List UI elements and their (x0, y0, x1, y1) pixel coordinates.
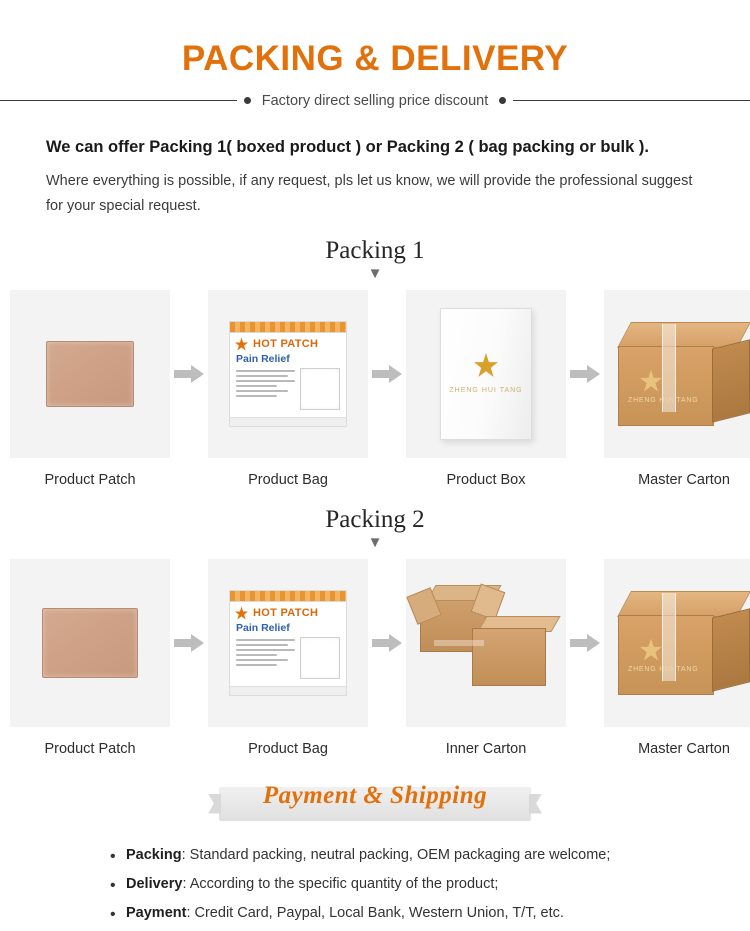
product-bag-thumb (208, 559, 368, 727)
master-carton-thumb (604, 559, 750, 727)
packing2-label: Packing 2 (325, 505, 425, 533)
packing1-step-3-caption: Product Box (446, 471, 526, 488)
packing2-step-2 (208, 559, 368, 757)
packing2-caret-icon: ▼ (367, 533, 383, 551)
carton-artwork (618, 591, 750, 695)
bag-brand-pain: Pain Relief (236, 352, 290, 365)
bag-artwork (229, 590, 347, 696)
packing1-step-1-caption: Product Patch (44, 471, 136, 488)
product-bag-thumb (208, 290, 368, 458)
packing2-step-3 (406, 559, 566, 757)
bag-brand-hot: HOT PATCH (253, 607, 319, 620)
box-brand-text: ZHENG HUI TANG (449, 387, 523, 395)
product-patch-thumb (10, 290, 170, 458)
packing1-step-1 (10, 290, 170, 488)
product-box-thumb (406, 290, 566, 458)
intro-block (0, 109, 750, 219)
inner-box-tape (434, 640, 484, 646)
packing1-flow (0, 290, 750, 488)
header-subtitle: Factory direct selling price discount (261, 92, 489, 109)
flow-arrow-icon (170, 559, 208, 727)
bag-top-stripe (230, 322, 346, 333)
packing1-step-2-caption: Product Bag (248, 471, 328, 488)
flow-arrow-icon (566, 559, 604, 727)
bag-logo-icon (235, 338, 248, 351)
packing1-label: Packing 1 (325, 236, 425, 264)
inner-carton-thumb (406, 559, 566, 727)
page-title: PACKING & DELIVERY (181, 39, 569, 78)
bag-body (230, 634, 346, 679)
bag-patch-image (300, 637, 340, 679)
packing2-step-1 (10, 559, 170, 757)
bag-footer-strip (230, 686, 346, 695)
bag-patch-image (300, 368, 340, 410)
packing1-step-4 (604, 290, 750, 488)
term-key: Payment (126, 904, 187, 921)
payment-banner-wrap (0, 781, 750, 821)
bag-brand-hot: HOT PATCH (253, 338, 319, 351)
bag-top-stripe (230, 591, 346, 602)
packing2-flow (0, 559, 750, 757)
bag-brand-row (230, 333, 346, 353)
flow-arrow-icon (368, 559, 406, 727)
bag-logo-icon (235, 607, 248, 620)
bag-text-lines (236, 637, 295, 679)
packing2-step-4 (604, 559, 750, 757)
header-rule-right (513, 100, 750, 101)
flow-arrow-icon (368, 290, 406, 458)
carton-side-face (712, 339, 750, 422)
intro-body: Where everything is possible, if any request, pls let us know, we will provide the professional suggest for your special request. (46, 173, 693, 214)
bag-footer-strip (230, 417, 346, 426)
list-item (126, 870, 750, 899)
intro-headline: We can offer Packing 1( boxed product ) or Packing 2 ( bag packing or bulk ). (46, 137, 649, 156)
payment-banner (219, 781, 531, 821)
bag-brand-pain: Pain Relief (236, 621, 290, 634)
bag-artwork (229, 321, 347, 427)
packing1-step-3 (406, 290, 566, 488)
bag-brand-row (230, 602, 346, 622)
carton-side-face (712, 608, 750, 691)
term-value: : According to the specific quantity of the product; (182, 875, 499, 892)
carton-brand-text: ZHENG HUI TANG (628, 665, 699, 673)
patch-artwork (46, 341, 134, 407)
packing2-step-3-caption: Inner Carton (445, 740, 527, 757)
inner-carton-artwork (416, 588, 556, 698)
packing1-caret-icon: ▼ (367, 264, 383, 282)
product-patch-thumb (10, 559, 170, 727)
carton-brand-text: ZHENG HUI TANG (628, 396, 699, 404)
bag-body (230, 365, 346, 410)
header-dot-right (499, 97, 506, 104)
header-subtitle-row (0, 93, 750, 109)
white-box-artwork (440, 308, 532, 440)
header-rule-left (0, 100, 237, 101)
term-key: Packing (126, 846, 182, 863)
packing2-step-1-caption: Product Patch (44, 740, 136, 757)
packing2-step-2-caption: Product Bag (248, 740, 328, 757)
patch-artwork (42, 608, 138, 678)
payment-banner-title: Payment & Shipping (262, 781, 488, 809)
term-value: : Credit Card, Paypal, Local Bank, Western Union, T/T, etc. (186, 904, 564, 921)
list-item (126, 899, 750, 928)
master-carton-thumb (604, 290, 750, 458)
carton-artwork (618, 322, 750, 426)
list-item (126, 841, 750, 870)
term-value: : Standard packing, neutral packing, OEM packaging are welcome; (181, 846, 611, 863)
term-key: Delivery (126, 875, 183, 892)
flow-arrow-icon (170, 290, 208, 458)
packing1-step-4-caption: Master Carton (638, 471, 730, 488)
bag-text-lines (236, 368, 295, 410)
box-logo-icon (474, 353, 498, 377)
flow-arrow-icon (566, 290, 604, 458)
packing1-step-2 (208, 290, 368, 488)
inner-box-right (472, 628, 546, 686)
packing2-step-4-caption: Master Carton (638, 740, 730, 757)
header-block (0, 0, 750, 109)
payment-terms-list (0, 841, 750, 928)
header-dot-left (244, 97, 251, 104)
